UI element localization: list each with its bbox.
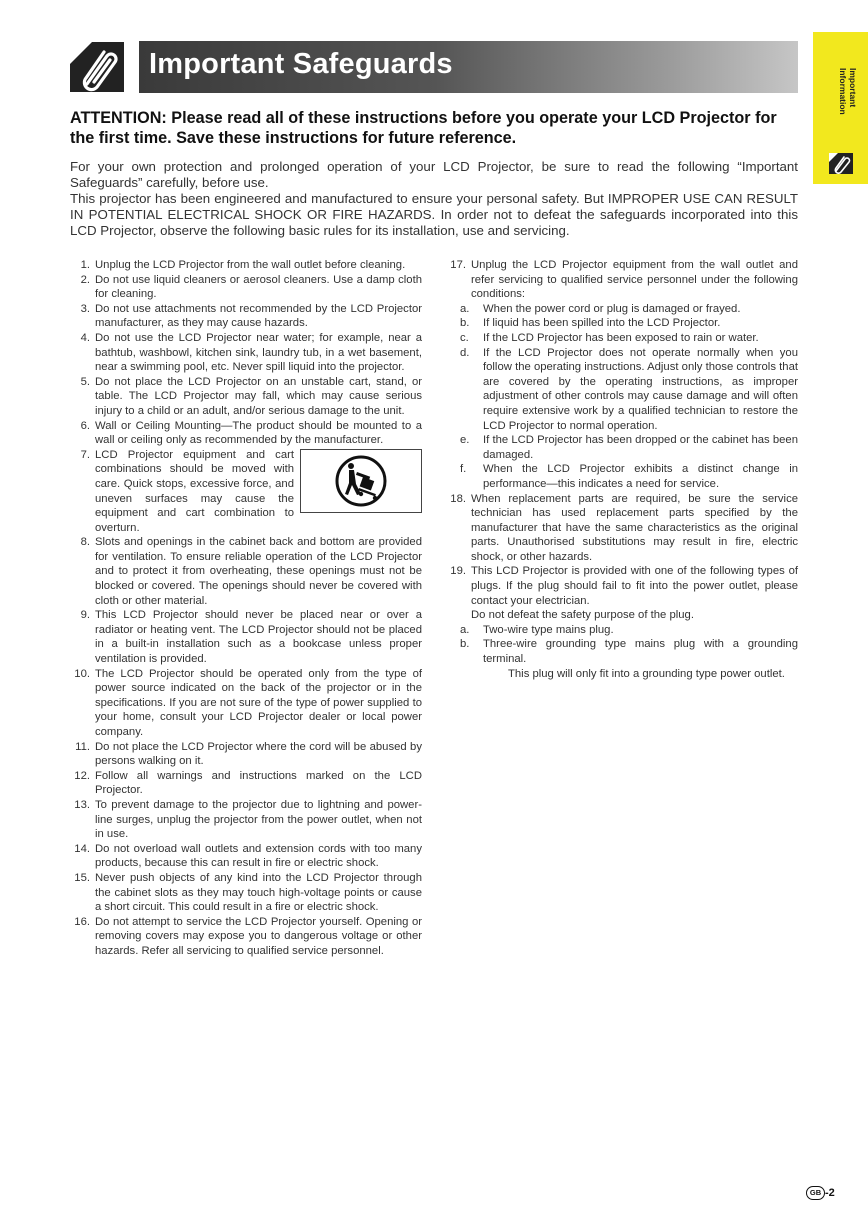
item-number: 9.	[80, 609, 90, 622]
list-item	[70, 769, 422, 798]
item-text: Do not attempt to service the LCD Projector yourself. Opening or removing covers may expose you to dangerous voltage or other hazards. Refer all servicing to qualified service personnel.	[95, 915, 422, 957]
item-text: When replacement parts are required, be sure the service technician has used replacement parts specified by the manufacturer that have the same characteristics as the original parts. Unauthorised substitutions may result in fire, electric shock, or other hazards.	[471, 492, 798, 563]
sub-text: If the LCD Projector does not operate normally when you follow the operating instructions. Adjust only those controls that are covered by the operating instructions, as improper adjustment of other controls may cause damage and will often require extensive work by a qualified technician to restore the LCD Projector to normal operation.	[483, 346, 798, 432]
list-item	[70, 331, 422, 375]
list-item	[446, 258, 798, 302]
list-item	[70, 419, 422, 448]
sub-item	[446, 331, 798, 346]
sub-text: When the LCD Projector exhibits a distinct change in performance—this indicates a need for service.	[483, 463, 798, 490]
item-text: Slots and openings in the cabinet back and bottom are provided for ventilation. To ensure reliable operation of the LCD Projector and to protect it from overheating, these openings must not be blocked or covered. The openings should never be covered with cloth or other material.	[95, 536, 422, 607]
item-text: This LCD Projector should never be placed near or over a radiator or heating vent. The LCD Projector should not be placed in a built-in installation such as a bookcase unless proper ventilation is provided.	[95, 609, 422, 666]
sub-text: When the power cord or plug is damaged or frayed.	[483, 302, 741, 315]
sub-letter: b.	[460, 317, 470, 330]
list-item	[70, 608, 422, 666]
cart-item-wrap	[70, 448, 422, 536]
list-item	[70, 798, 422, 842]
section-tab-label: Important Information	[838, 68, 858, 115]
sub-text: Three-wire grounding type mains plug with a grounding terminal.	[483, 638, 798, 666]
attention-heading: ATTENTION: Please read all of these instructions before you operate your LCD Projector for the first time. Save these instructions for future reference.	[70, 109, 777, 147]
cart-warning-icon	[300, 449, 422, 513]
list-item	[446, 492, 798, 565]
intro	[70, 159, 798, 239]
sub-item	[446, 346, 798, 434]
region-badge: GB	[806, 1186, 825, 1200]
list-item	[70, 915, 422, 959]
item-text: Do not place the LCD Projector where the cord will be abused by persons walking on it.	[95, 740, 422, 768]
item-text: This LCD Projector is provided with one of the following types of plugs. If the plug should fail to fit into the power outlet, please contact your electrician.	[471, 565, 798, 607]
item-number: 6.	[80, 419, 90, 432]
sub-letter: e.	[460, 434, 470, 447]
list-item	[70, 273, 422, 302]
item-text: Do not place the LCD Projector on an unstable cart, stand, or table. The LCD Projector may fall, which may cause serious injury to a child or an adult, and/or serious damage to the unit.	[95, 375, 422, 417]
item-number: 11.	[75, 740, 90, 753]
sub-letter: b.	[460, 638, 470, 651]
item-text: Do not use liquid cleaners or aerosol cleaners. Use a damp cloth for cleaning.	[95, 273, 422, 301]
list-item	[70, 667, 422, 740]
item-number: 15.	[74, 871, 90, 884]
sub-letter: d.	[460, 346, 470, 359]
list-item	[70, 375, 422, 419]
sub-item	[446, 637, 798, 666]
sub-letter: f.	[460, 463, 467, 476]
item-number: 18.	[450, 492, 466, 505]
sub-text: Two-wire type mains plug.	[483, 623, 614, 636]
sub-note: This plug will only fit into a grounding type power outlet.	[508, 667, 785, 680]
intro-paragraph: This projector has been engineered and manufactured to ensure your personal safety. But IMPROPER USE CAN RESULT IN POTENTIAL ELECTRICAL SHOCK OR FIRE HAZARDS. In order not to defeat the safeguards incorporated into this LCD Projector, observe the following basic rules for its installation, use and servicing.	[70, 191, 798, 238]
item-number: 12.	[74, 769, 90, 782]
sub-letter: c.	[460, 331, 469, 344]
sub-text: If liquid has been spilled into the LCD Projector.	[483, 317, 721, 330]
sub-item	[446, 302, 798, 317]
safeguard-icon	[70, 42, 124, 92]
page-title: Important Safeguards	[149, 48, 453, 80]
item-text: Do not overload wall outlets and extension cords with too many products, because this can result in fire or electric shock.	[95, 842, 422, 870]
item-text: The LCD Projector should be operated only from the type of power source indicated on the back of the projector or in the specifications. If you are not sure of the type of power supplied to your home, consult your LCD Projector dealer or local power company.	[95, 667, 422, 738]
intro-paragraph: For your own protection and prolonged operation of your LCD Projector, be sure to read the following “Important Safeguards” carefully, before use.	[70, 159, 798, 190]
item-number: 2.	[80, 273, 90, 286]
item-text: LCD Projector equipment and cart combinations should be moved with care. Quick stops, excessive force, and uneven surfaces may cause the equipment and cart combination to overturn.	[95, 448, 294, 534]
list-item	[70, 740, 422, 769]
item-text: Wall or Ceiling Mounting—The product should be mounted to a wall or ceiling only as recommended by the manufacturer.	[95, 419, 422, 447]
list-item	[70, 535, 422, 608]
header-bar	[139, 41, 798, 93]
item-text: To prevent damage to the projector due to lightning and power-line surges, unplug the projector from the power outlet, when not in use.	[95, 798, 422, 841]
item-number: 4.	[80, 331, 90, 344]
item-text: Never push objects of any kind into the LCD Projector through the cabinet slots as they may touch high-voltage points or cause a short circuit. This could result in a fire or electric shock.	[95, 871, 422, 914]
item-number: 16.	[74, 915, 90, 928]
sub-item	[446, 462, 798, 491]
page-number-text: -2	[825, 1186, 835, 1199]
item-number: 3.	[80, 302, 90, 315]
list-item	[70, 302, 422, 331]
sub-text: If the LCD Projector has been exposed to rain or water.	[483, 331, 759, 344]
sub-text: If the LCD Projector has been dropped or the cabinet has been damaged.	[483, 434, 798, 461]
list-item	[446, 564, 798, 608]
item-text: Do not use the LCD Projector near water; for example, near a bathtub, washbowl, kitchen sink, laundry tub, in a wet basement, near a swimming pool, etc. Never spill liquid into the projector.	[95, 331, 422, 374]
item-number: 13.	[74, 798, 90, 811]
item-number: 19.	[450, 565, 466, 578]
sub-letter: a.	[460, 623, 470, 636]
sub-item	[446, 316, 798, 331]
item-number: 17.	[450, 259, 466, 271]
list-item	[70, 258, 422, 273]
section-tab	[813, 32, 868, 184]
item-number: 7.	[80, 448, 90, 461]
item-number: 8.	[80, 536, 90, 549]
list-item	[70, 871, 422, 915]
right-column	[446, 258, 798, 681]
item-number: 1.	[80, 259, 90, 271]
list-item	[70, 842, 422, 871]
sub-item	[446, 623, 798, 638]
item-text: Unplug the LCD Projector equipment from the wall outlet and refer servicing to qualified service personnel under the following conditions:	[471, 259, 798, 301]
section-tab-icon	[829, 153, 853, 174]
item-text: Follow all warnings and instructions marked on the LCD Projector.	[95, 769, 422, 797]
item-note: Do not defeat the safety purpose of the plug.	[471, 609, 694, 622]
page-number	[806, 1186, 835, 1200]
item-text: Do not use attachments not recommended by the LCD Projector manufacturer, as they may cause hazards.	[95, 302, 422, 330]
sub-item	[446, 433, 798, 462]
sub-letter: a.	[460, 302, 470, 315]
left-column	[70, 258, 422, 959]
item-number: 5.	[80, 375, 90, 388]
item-number: 10.	[74, 667, 90, 680]
item-text: Unplug the LCD Projector from the wall outlet before cleaning.	[95, 259, 406, 271]
item-number: 14.	[74, 842, 90, 855]
